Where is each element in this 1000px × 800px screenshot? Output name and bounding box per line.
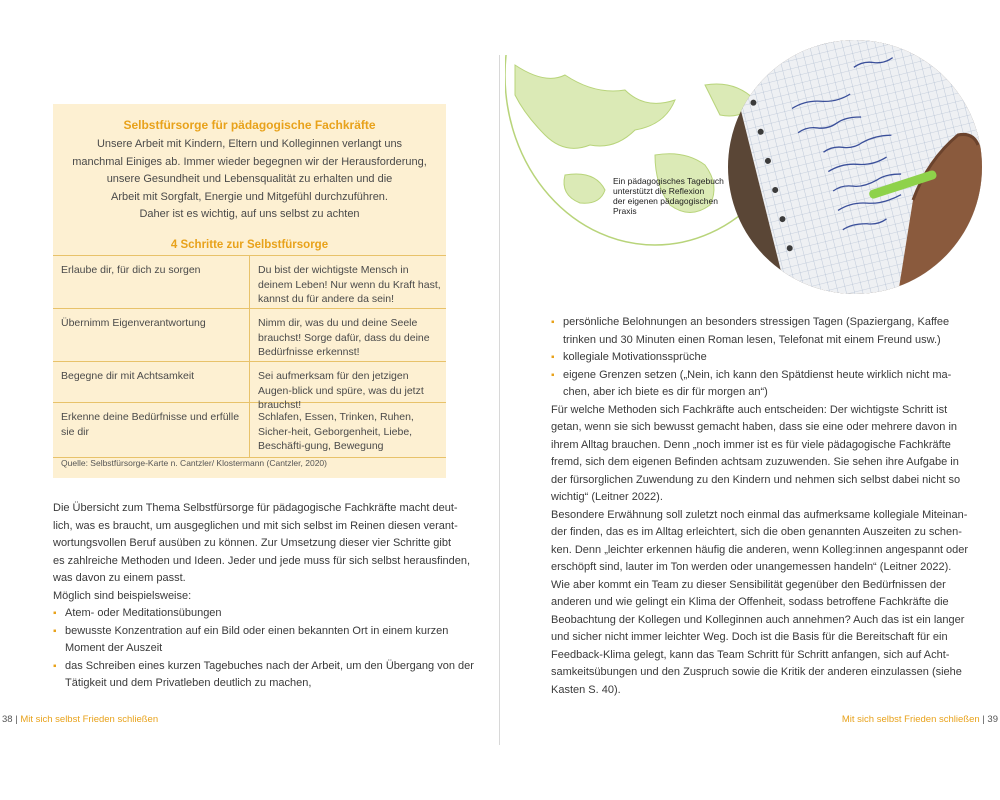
paragraph-line: der fürsorglichen Zuwendung zu den Kindern und nehmen sich selbst dabei nicht so — [551, 473, 961, 486]
step-row — [53, 403, 446, 458]
paragraph-line: erschöpft sind, lauter im Ton werden oder unangemessen handeln“ (Leitner 2022). — [551, 561, 952, 573]
paragraph-line: anderen und wie gelingt ein Klima der Offenheit, sodass betroffene Fachkräfte die — [551, 596, 949, 608]
paragraph-line: was davon zu einem passt. — [53, 572, 186, 584]
bullet-item: ▪ eigene Grenzen setzen („Nein, ich kann den Spätdienst heute wirklich nicht ma- — [551, 367, 968, 385]
left-page — [0, 0, 499, 800]
paragraph-line: ihrem Alltag brauchen. Denn „noch immer ist es für viele pädagogische Fachkräfte — [551, 438, 951, 451]
right-body-text — [551, 314, 968, 699]
running-title: Mit sich selbst Frieden schließen — [20, 714, 159, 725]
bullet-continuation: Moment der Auszeit — [65, 642, 163, 654]
box-intro-line: Daher ist es wichtig, auf uns selbst zu achten — [139, 208, 360, 220]
caption-line: Ein pädagogisches Tagebuch — [613, 176, 724, 186]
caption-line: unterstützt die Reflexion — [613, 186, 705, 196]
step-row — [53, 256, 446, 309]
footer-separator: | — [12, 714, 21, 725]
paragraph-line: Feedback-Klima gelegt, kann das Team Schritt für Schritt anfangen, sich auf Acht- — [551, 648, 950, 661]
paragraph-line: Beobachtung der Kollegen und Kolleginnen auch annehmen? Auch das ist ein langer — [551, 613, 965, 626]
caption-line: Praxis — [613, 206, 637, 216]
running-title: Mit sich selbst Frieden schließen — [841, 714, 980, 725]
caption-line: der eigenen pädagogischen — [613, 196, 718, 206]
photo-caption — [613, 176, 724, 216]
bullet-item: ▪ Atem- oder Meditationsübungen — [53, 605, 474, 623]
paragraph-line: und sicher nicht immer leichter Weg. Doch ist die Basis für die Bereitschaft für ein — [551, 631, 948, 643]
step-text: Du bist der wichtigste Mensch in deinem Leben! Nur wenn du Kraft hast, kannst du für andere da sein! — [258, 264, 441, 305]
box-intro-line: Unsere Arbeit mit Kindern, Eltern und Kolleginnen verlangt uns — [96, 138, 403, 150]
right-footer — [842, 714, 998, 725]
paragraph-line: getan, wenn sie sich bewusst gemacht haben, dass sie eine oder mehrere davon in — [551, 421, 958, 433]
paragraph-line: Wie aber kommt ein Team zu dieser Sensibilität gegenüber den Bedürfnissen der — [551, 578, 946, 591]
paragraph-line: lich, was es braucht, um ausgeglichen und mit sich selbst im Reinen diesen verant- — [53, 519, 458, 532]
bullet-item: ▪ persönliche Belohnungen an besonders stressigen Tagen (Spaziergang, Kaffee — [551, 314, 968, 332]
box-title: Selbstfürsorge für pädagogische Fachkräfte — [123, 118, 376, 132]
paragraph-line: fremd, sich dem eigenen Befinden achtsam zuzuwenden. Sie sehen ihre Aufgabe in — [551, 456, 959, 468]
bullet-item: ▪ bewusste Konzentration auf ein Bild oder einen bekannten Ort in einem kurzen — [53, 623, 474, 641]
paragraph-line: ken. Denn „leichter erkennen häufig die anderen, wenn Kolleg:innen angespannt oder — [551, 543, 969, 556]
paragraph-line: Für welche Methoden sich Fachkräfte auch entscheiden: Der wichtigste Schritt ist — [551, 403, 948, 416]
step-label: Erlaube dir, für dich zu sorgen — [61, 264, 201, 276]
box-source: Quelle: Selbstfürsorge-Karte n. Cantzler/ Klostermann (Cantzler, 2020) — [61, 458, 327, 468]
step-row — [53, 362, 446, 411]
box-intro — [53, 136, 446, 224]
paragraph-line: Möglich sind beispielsweise: — [53, 589, 192, 602]
diary-photo — [728, 40, 982, 294]
step-text: Schlafen, Essen, Trinken, Ruhen, Sicher-heit, Geborgenheit, Liebe, Beschäfti-gung, Bewegung — [258, 411, 414, 452]
diary-photo-image — [728, 40, 982, 294]
left-footer — [2, 714, 158, 725]
step-text: Sei aufmerksam für den jetzigen Augen-blick und spüre, was du jetzt brauchst! — [258, 370, 424, 411]
page-number: 38 — [2, 714, 13, 725]
step-label: Begegne dir mit Achtsamkeit — [61, 370, 195, 382]
step-row — [53, 309, 446, 362]
selfcare-box — [53, 104, 446, 478]
steps-table — [53, 255, 446, 458]
page-number: 39 — [987, 714, 998, 725]
bullet-continuation: trinken und 30 Minuten einen Roman lesen, Telefonat mit einem Freund usw.) — [563, 333, 941, 346]
step-label: Übernimm Eigenverantwortung — [61, 317, 206, 329]
left-body-text — [53, 500, 474, 693]
paragraph-line: Besondere Erwähnung soll zuletzt noch einmal das aufmerksame kollegiale Miteinan- — [551, 508, 968, 521]
paragraph-line: Kasten S. 40). — [551, 683, 621, 696]
paragraph-line: wortungsvollen Beruf ausüben zu können. Zur Umsetzung dieser vier Schritte gibt — [53, 537, 452, 549]
step-text: Nimm dir, was du und deine Seele brauchst! Sorge dafür, dass du deine Bedürfnisse erkennst! — [258, 317, 430, 358]
paragraph-line: Die Übersicht zum Thema Selbstfürsorge für pädagogische Fachkräfte macht deut- — [53, 502, 458, 514]
box-intro-line: unsere Gesundheit und Lebensqualität zu erhalten und die — [106, 173, 393, 185]
footer-separator: | — [979, 714, 988, 725]
bullet-continuation: Tätigkeit und dem Privatleben deutlich zu machen, — [65, 677, 312, 689]
bullet-item: ▪ das Schreiben eines kurzen Tagebuches nach der Arbeit, um den Übergang von der — [53, 658, 474, 676]
step-label: Erkenne deine Bedürfnisse und erfülle sie dir — [61, 411, 240, 438]
box-intro-line: Arbeit mit Sorgfalt, Energie und Mitgefühl durchzuführen. — [111, 190, 388, 203]
paragraph-line: der finden, das es im Alltag erleichtert, sich die oben genannten Auszeiten zu schen- — [551, 526, 962, 538]
paragraph-line: samkeitsübungen und den Zuspruch sowie die Kritik der anderen einzulassen (siehe — [551, 666, 962, 678]
paragraph-line: wichtig“ (Leitner 2022). — [551, 491, 663, 503]
box-intro-line: manchmal Einiges ab. Immer wieder begegnen wir der Herausforderung, — [72, 155, 427, 168]
bullet-item: ▪ kollegiale Motivationssprüche — [551, 349, 968, 367]
bullet-continuation: chen, aber ich biete es dir für morgen an“) — [563, 386, 768, 398]
steps-title: 4 Schritte zur Selbstfürsorge — [170, 239, 329, 251]
paragraph-line: es zahlreiche Methoden und Ideen. Jeder und jede muss für sich selbst herausfinden, — [53, 554, 471, 567]
